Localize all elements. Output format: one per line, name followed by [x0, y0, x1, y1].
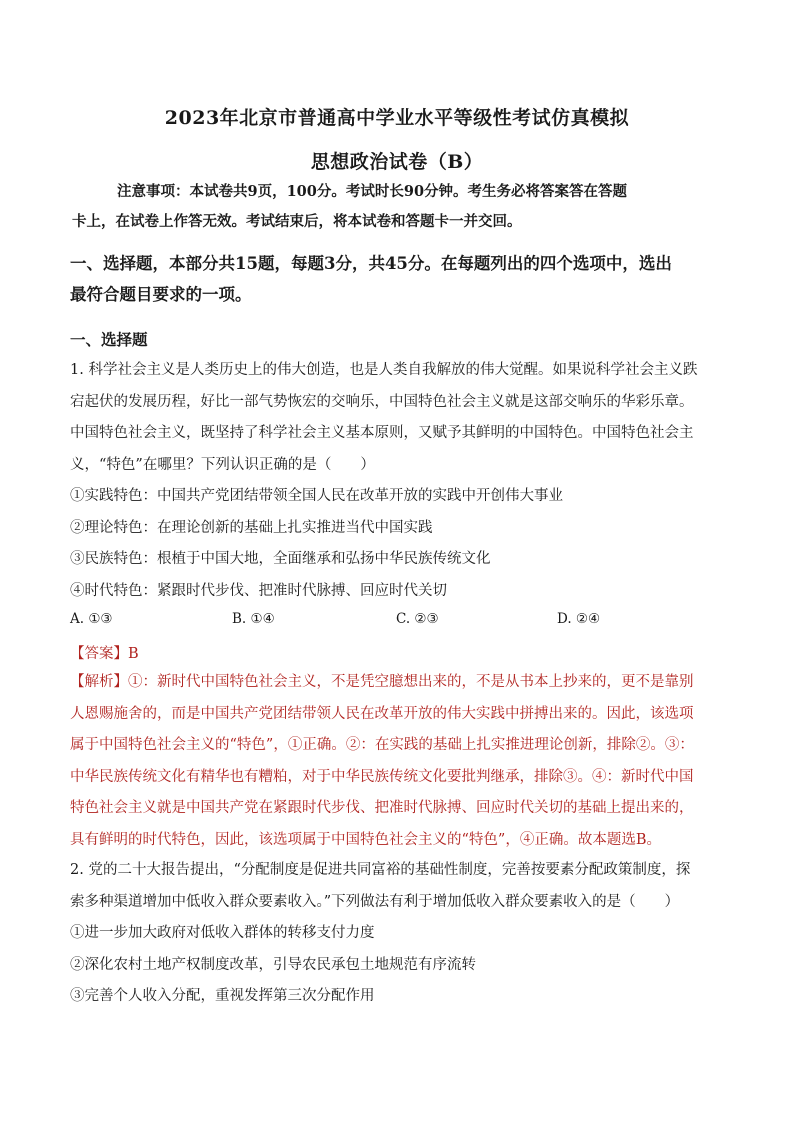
analysis-text: ①：新时代中国特色社会主义，不是凭空臆想出来的，不是从书本上抄来的，更不是靠别: [128, 674, 694, 690]
answer-value: B: [128, 646, 139, 662]
statement-item: ②理论特色：在理论创新的基础上扎实推进当代中国实践: [70, 519, 433, 536]
analysis-block: [70, 667, 720, 856]
analysis-line: 具有鲜明的时代特色，因此，该选项属于中国特色社会主义的“特色”，④正确。故本题选B。: [70, 831, 661, 848]
notice-line: 注意事项：本试卷共9页，100分。考试时长90分钟。考生务必将答案答在答题: [117, 183, 628, 200]
analysis-line: 特色社会主义就是中国共产党在紧跟时代步伐、把准时代脉搏、回应时代关切的基础上提出来的，: [70, 800, 694, 816]
analysis-line: 中华民族传统文化有精华也有糟粕，对于中华民族传统文化要批判继承，排除③。④：新时代中国: [70, 768, 694, 785]
question-1-stem: [70, 355, 720, 607]
statement-item: ④时代特色：紧跟时代步伐、把准时代脉搏、回应时代关切: [70, 582, 447, 599]
section-line: 最符合题目要求的一项。: [70, 285, 252, 304]
answer-line: [70, 642, 139, 663]
exam-notice: [72, 177, 708, 237]
answer-tag: 【答案】: [70, 646, 128, 662]
analysis-tag: 【解析】: [70, 674, 128, 690]
section-instructions: [70, 248, 710, 310]
option-c: C. ②③: [396, 611, 439, 627]
exam-subtitle: 思想政治试卷（B）: [310, 151, 484, 173]
exam-title: 2023年北京市普通高中学业水平等级性考试仿真模拟: [164, 107, 630, 129]
statement-item: ②深化农村土地产权制度改革，引导农民承包土地规范有序流转: [70, 956, 476, 973]
stem-line: 索多种渠道增加中低收入群众要素收入。”下列做法有利于增加低收入群众要素收入的是（ ）: [70, 893, 680, 910]
option-a: A. ①③: [70, 611, 113, 627]
notice-line: 卡上，在试卷上作答无效。考试结束后，将本试卷和答题卡一并交回。: [72, 213, 522, 230]
statement-item: ③完善个人收入分配，重视发挥第三次分配作用: [70, 988, 375, 1004]
analysis-line: [70, 667, 720, 699]
stem-line: 2. 党的二十大报告提出，“分配制度是促进共同富裕的基础性制度，完善按要素分配政策制度，探: [70, 862, 691, 878]
stem-line: 义，“特色”在哪里？下列认识正确的是（ ）: [70, 456, 375, 473]
statement-item: ①实践特色：中国共产党团结带领全国人民在改革开放的实践中开创伟大事业: [70, 488, 563, 504]
option-d: D. ②④: [557, 611, 601, 627]
statement-item: ①进一步加大政府对低收入群体的转移支付力度: [70, 925, 375, 941]
question-2-stem: [70, 855, 720, 1013]
subhead-choice: 一、选择题: [70, 330, 148, 349]
analysis-line: 属于中国特色社会主义的“特色”，①正确。②：在实践的基础上扎实推进理论创新，排除②。③：: [70, 737, 694, 753]
stem-line: 1. 科学社会主义是人类历史上的伟大创造，也是人类自我解放的伟大觉醒。如果说科学社会主义跌: [70, 362, 698, 378]
analysis-line: 人恩赐施舍的，而是中国共产党团结带领人民在改革开放的伟大实践中拼搏出来的。因此，该选项: [70, 705, 694, 722]
stem-line: 中国特色社会主义，既坚持了科学社会主义基本原则，又赋予其鲜明的中国特色。中国特色社会主: [70, 425, 694, 441]
section-line: 一、选择题，本部分共15题，每题3分，共45分。在每题列出的四个选项中，选出: [70, 254, 672, 273]
statement-item: ③民族特色：根植于中国大地，全面继承和弘扬中华民族传统文化: [70, 551, 491, 567]
stem-line: 宕起伏的发展历程，好比一部气势恢宏的交响乐，中国特色社会主义就是这部交响乐的华彩乐章。: [70, 393, 694, 410]
option-b: B. ①④: [232, 611, 275, 627]
